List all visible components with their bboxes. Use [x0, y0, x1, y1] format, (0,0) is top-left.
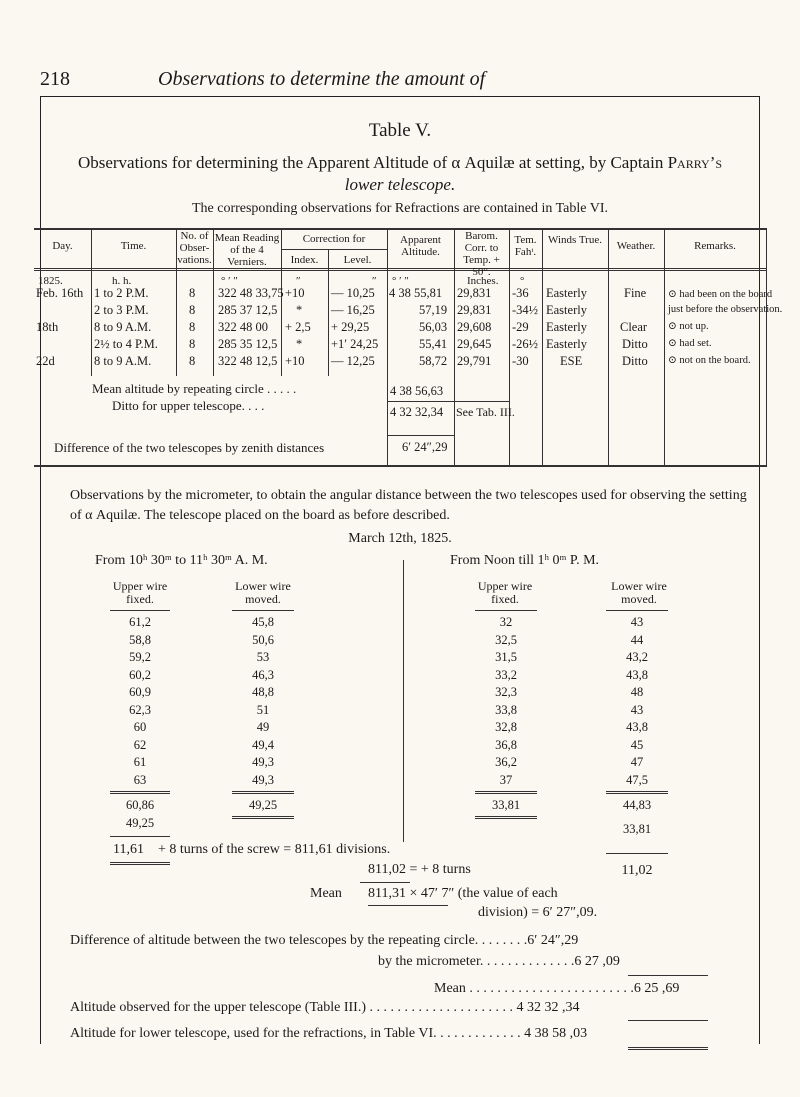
list-item: 49,3	[252, 772, 274, 787]
left-lower-caption: Lower wire moved.	[235, 579, 291, 606]
header-winds: Winds True.	[548, 234, 602, 246]
left-difference: 11,61	[113, 842, 144, 857]
header-day: Day.	[52, 240, 73, 252]
list-item: 61	[133, 755, 147, 769]
mean-repeating-label: Mean altitude by repeating circle . . . . .	[92, 381, 297, 396]
left-upper-column	[110, 614, 170, 789]
right-heading: From Noon till 1ʰ 0ᵐ P. M.	[450, 553, 600, 568]
table-note: The corresponding observations for Refractions are contained in Table VI.	[191, 201, 609, 216]
header-tem: Tem. Fahᵗ.	[514, 234, 537, 258]
unit-secs-level: ″	[372, 275, 377, 287]
header-index: Index.	[290, 254, 319, 266]
right-lower-caption: Lower wire moved.	[611, 579, 667, 606]
list-item: 51	[256, 702, 270, 717]
list-item: 43	[630, 702, 644, 717]
header-correction: Correction for	[302, 233, 366, 245]
list-item: 43	[630, 615, 644, 629]
list-item: 43,2	[626, 650, 648, 664]
list-item: 48,8	[252, 685, 274, 699]
unit-degrees: ° ′ ″	[221, 275, 238, 287]
list-item: 36,2	[495, 755, 517, 769]
list-item: 32,5	[495, 632, 517, 647]
list-item: 43,8	[626, 720, 648, 734]
left-upper-mean: 60,86	[125, 798, 155, 812]
list-item: 31,5	[495, 650, 517, 664]
list-item: 49	[256, 720, 270, 734]
second-line: 811,02 = + 8 turns	[368, 862, 471, 877]
right-upper-mean: 33,81	[491, 798, 521, 812]
mean-expression-2: division) = 6′ 27″,09.	[478, 905, 598, 920]
summary-line-3: Altitude observed for the upper telescope (Table III.) . . . . . . . . . . . . . . . . . . . . . 4 32 32 ,34	[70, 1000, 580, 1015]
list-item: 46,3	[252, 667, 274, 682]
left-upper-caption: Upper wire fixed.	[112, 579, 168, 606]
unit-hours: h. h.	[112, 275, 132, 287]
list-item: 32	[499, 615, 513, 629]
observation-table: Day. Time. No. of Obser-vations. Mean Reading of the 4 Verniers. Correction for Index. Level. Apparent Altitude. Barom. Corr. to Temp. + 50°. Tem. Fahᵗ. Winds True. Weather. Remarks. 1825. h. h. ° ′ ″ ″ ″ ° ′ ″ Inches. ° Feb. 16th 1 to 2 P.M. 8 322 48 33,75 +10 — 10,25 4 38 55,81 29,831 -36 Easterly Fine ⊙ had been on the board 2 to 3 P.M. 8 285 37 12,5 * — 16,25 57,19 29,831 -34½ Easterly just before the observation. 18th 8 to 9 A.M. 8 322 48 00 + 2,5 + 29,25 56,03 29,608 -29 Easterly Clear ⊙ not up. 2½ to 4 P.M. 8 285 35 12,5 * +1′ 24,25 55,41 29,645 -26½ Easterly Ditto ⊙ had set. 22d 8 to 9 A.M. 8 322 48 12,5 +10 — 12,25 58,72 29,791 -30 ESE Ditto ⊙ not on the board. Mean altitude by repeating circle . . . . . 4 38 56,63 Ditto for upper telescope. . . . 4 32 32,34 See Tab. III. Difference of the two telescopes by zenith distances 6′ 24″,29	[34, 228, 767, 468]
list-item: 47,5	[626, 772, 648, 787]
right-difference: 11,02	[621, 863, 653, 878]
header-weather: Weather.	[616, 240, 656, 252]
list-item: 60,9	[129, 685, 151, 699]
header-level: Level.	[343, 254, 372, 266]
header-remarks: Remarks.	[694, 240, 736, 252]
list-item: 61,2	[129, 615, 151, 629]
mean-repeating-value: 4 38 56,63	[390, 384, 444, 398]
header-obs: No. of Obser-vations.	[177, 230, 212, 266]
unit-secs-index: ″	[296, 275, 301, 287]
column-divider	[403, 560, 404, 842]
header-mean-reading: Mean Reading of the 4 Verniers.	[214, 232, 280, 268]
see-tab: See Tab. III.	[456, 405, 515, 419]
list-item: 45,8	[252, 615, 274, 629]
ditto-upper-value: 4 32 32,34	[390, 405, 444, 419]
header-barom: Barom. Corr. to Temp. + 50°.	[463, 230, 500, 278]
list-item: 44	[630, 632, 644, 647]
left-heading: From 10ʰ 30ᵐ to 11ʰ 30ᵐ A. M.	[95, 553, 268, 568]
list-item: 43,8	[626, 667, 648, 682]
difference-value: 6′ 24″,29	[402, 440, 448, 454]
list-item: 45	[630, 737, 644, 752]
summary-line-1: Difference of altitude between the two telescopes by the repeating circle. . . . . . . .6′ 24″,29	[70, 933, 579, 948]
right-lower-column	[606, 614, 668, 789]
year: 1825.	[38, 275, 63, 287]
page-number: 218	[40, 68, 70, 90]
list-item: 62	[133, 737, 147, 752]
mean-label: Mean	[310, 886, 342, 901]
list-item: 50,6	[252, 632, 274, 647]
header-time: Time.	[120, 240, 147, 252]
left-lower-repeat: 49,25	[125, 816, 155, 830]
list-item: 48	[630, 685, 644, 699]
micrometer-intro: Observations by the micrometer, to obtain the angular distance between the two telescopes used for observing the setting of α Aquilæ. The telescope placed on the board as before described.	[70, 488, 747, 523]
list-item: 60,2	[129, 667, 151, 682]
list-item: 32,3	[495, 685, 517, 699]
running-header	[40, 68, 760, 98]
list-item: 63	[133, 772, 147, 787]
ditto-upper-label: Ditto for upper telescope. . . .	[112, 398, 265, 413]
list-item: 49,4	[252, 737, 274, 752]
list-item: 60	[133, 720, 147, 734]
left-lower-column	[232, 614, 294, 789]
table-title: Table V.	[368, 120, 432, 141]
summary-mean: Mean . . . . . . . . . . . . . . . . . . . . . . . .6 25 ,69	[434, 981, 680, 996]
right-upper-caption: Upper wire fixed.	[477, 579, 533, 606]
list-item: 36,8	[495, 737, 517, 752]
mean-expression: 811,31 × 47′ 7″ (the value of each	[368, 886, 558, 901]
running-title: Observations to determine the amount of	[158, 68, 486, 90]
right-lower-mean: 44,83	[622, 798, 652, 812]
list-item: 47	[630, 755, 644, 769]
list-item: 49,3	[252, 755, 274, 769]
summary-line-2: by the micrometer. . . . . . . . . . . . . .6 27 ,09	[378, 954, 620, 969]
right-upper-column	[475, 614, 537, 789]
left-lower-mean: 49,25	[248, 798, 278, 812]
list-item: 62,3	[129, 702, 151, 717]
list-item: 58,8	[129, 632, 151, 647]
table-subtitle: Observations for determining the Apparent Altitude of α Aquilæ at setting, by Captain Parry’s lower telescope.	[77, 153, 723, 194]
list-item: 33,2	[495, 667, 517, 682]
captain-name: Parry’s	[667, 153, 723, 172]
list-item: 33,8	[495, 702, 517, 717]
unit-apparent: ° ′ ″	[392, 275, 409, 287]
summary-line-4: Altitude for lower telescope, used for the refractions, in Table VI. . . . . . . . . . . . . 4 38 58 ,03	[70, 1026, 588, 1041]
unit-deg: °	[520, 275, 525, 287]
right-lower-repeat: 33,81	[622, 822, 652, 836]
list-item: 53	[256, 650, 270, 664]
micrometer-date: March 12th, 1825.	[348, 531, 452, 546]
list-item: 37	[499, 772, 513, 787]
difference-label: Difference of the two telescopes by zenith distances	[54, 440, 325, 455]
turns-text: + 8 turns of the screw = 811,61 divisions.	[158, 842, 391, 857]
header-apparent: Apparent Altitude.	[400, 234, 441, 258]
list-item: 32,8	[495, 720, 517, 734]
unit-inches: Inches.	[467, 275, 499, 287]
list-item: 59,2	[129, 650, 151, 664]
